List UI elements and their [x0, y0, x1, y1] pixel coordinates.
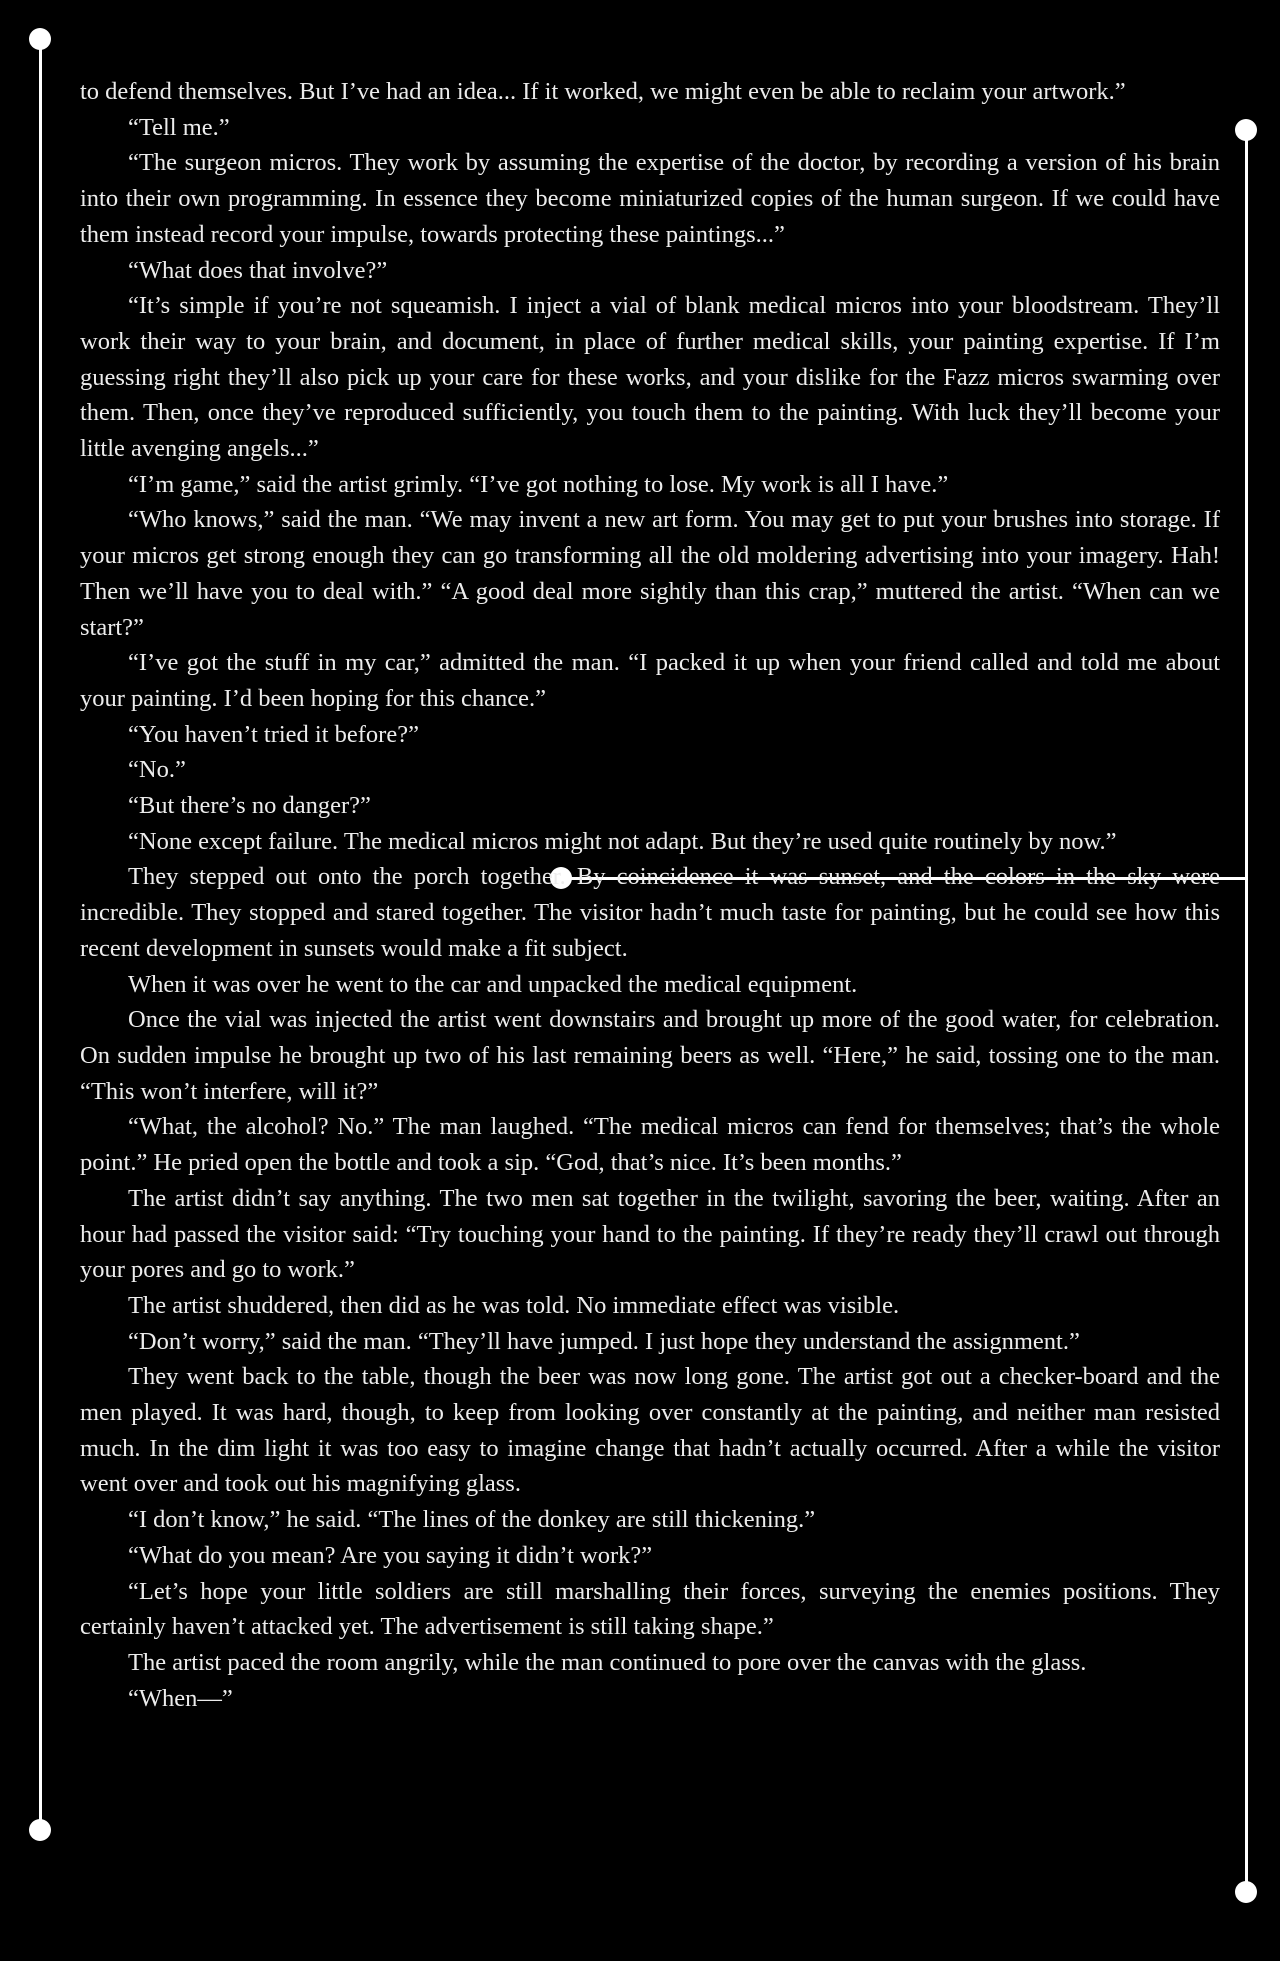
paragraph: They stepped out onto the porch together. By coincidence it was sunset, and the colors in the sky were incredible. They stopped and stared together. The visitor hadn’t much taste for painting, but he could see how this recent development in sunsets would make a fit subject.: [80, 863, 1220, 962]
paragraph: “The surgeon micros. They work by assuming the expertise of the doctor, by recording a version of his brain into their own programming. In essence they become miniaturized copies of the human surgeon. If we could have them instead record your impulse, towards protecting these paintings...”: [80, 149, 1220, 248]
paragraph: Once the vial was injected the artist went downstairs and brought up more of the good water, for celebration. On sudden impulse he brought up two of his last remaining beers as well. “Here,” he said, tossing one to the man. “This won’t interfere, will it?”: [80, 1006, 1220, 1105]
paragraph: “None except failure. The medical micros might not adapt. But they’re used quite routinely by now.”: [128, 827, 1117, 855]
paragraph: “Don’t worry,” said the man. “They’ll have jumped. I just hope they understand the assignment.”: [128, 1327, 1080, 1355]
paragraph: They went back to the table, though the beer was now long gone. The artist got out a checker-board and the men played. It was hard, though, to keep from looking over constantly at the painting, and neither man resisted much. In the dim light it was too easy to imagine change that hadn’t actually occurred. After a while the visitor went over and took out his magnifying glass.: [80, 1363, 1220, 1498]
paragraph: When it was over he went to the car and unpacked the medical equipment.: [128, 970, 858, 998]
paragraph: “Who knows,” said the man. “We may invent a new art form. You may get to put your brushes into storage. If your micros get strong enough they can go transforming all the old moldering advertising into your imagery. Hah! Then we’ll have you to deal with.” “A good deal more sightly than this crap,” muttered the artist. “When can we start?”: [80, 506, 1220, 641]
paragraph: “What do you mean? Are you saying it didn’t work?”: [128, 1541, 653, 1569]
left-ornament-dot-bottom: [29, 1819, 51, 1841]
paragraph: “I don’t know,” he said. “The lines of the donkey are still thickening.”: [128, 1506, 816, 1534]
paragraph: “You haven’t tried it before?”: [128, 720, 419, 748]
paragraph: The artist shuddered, then did as he was told. No immediate effect was visible.: [128, 1291, 900, 1319]
paragraph: “Tell me.”: [128, 113, 230, 141]
paragraph: “But there’s no danger?”: [128, 792, 371, 820]
paragraph: “Let’s hope your little soldiers are still marshalling their forces, surveying the enemies positions. They certainly haven’t attacked yet. The advertisement is still taking shape.”: [80, 1577, 1220, 1641]
paragraph: “No.”: [128, 756, 186, 784]
right-ornament-dot-bottom: [1235, 1881, 1257, 1903]
paragraph: “When—”: [128, 1684, 233, 1712]
paragraph: “I’m game,” said the artist grimly. “I’ve got nothing to lose. My work is all I have.”: [128, 470, 949, 498]
paragraph: “I’ve got the stuff in my car,” admitted the man. “I packed it up when your friend called and told me about your painting. I’d been hoping for this chance.”: [80, 649, 1220, 712]
right-ornament-line: [1245, 131, 1248, 1892]
left-ornament-dot-top: [29, 28, 51, 50]
paragraph: “What does that involve?”: [128, 256, 388, 284]
story-text: [80, 74, 1220, 1716]
paragraph: to defend themselves. But I’ve had an idea... If it worked, we might even be able to reclaim your artwork.”: [80, 78, 1126, 105]
right-ornament-dot-top: [1235, 119, 1257, 141]
left-ornament-line: [39, 40, 42, 1830]
paragraph: The artist paced the room angrily, while the man continued to pore over the canvas with the glass.: [128, 1648, 1087, 1676]
paragraph: The artist didn’t say anything. The two men sat together in the twilight, savoring the beer, waiting. After an hour had passed the visitor said: “Try touching your hand to the painting. If they’re ready they’ll crawl out through your pores and go to work.”: [80, 1184, 1220, 1284]
paragraph: “What, the alcohol? No.” The man laughed. “The medical micros can fend for themselves; that’s the whole point.” He pried open the bottle and took a sip. “God, that’s nice. It’s been months.”: [80, 1113, 1220, 1177]
paragraph: “It’s simple if you’re not squeamish. I inject a vial of blank medical micros into your bloodstream. They’ll work their way to your brain, and document, in place of further medical skills, your painting expertise. If I’m guessing right they’ll also pick up your care for these works, and your dislike for the Fazz micros swarming over them. Then, once they’ve reproduced sufficiently, you touch them to the painting. With luck they’ll become your little avenging angels...”: [80, 292, 1220, 463]
